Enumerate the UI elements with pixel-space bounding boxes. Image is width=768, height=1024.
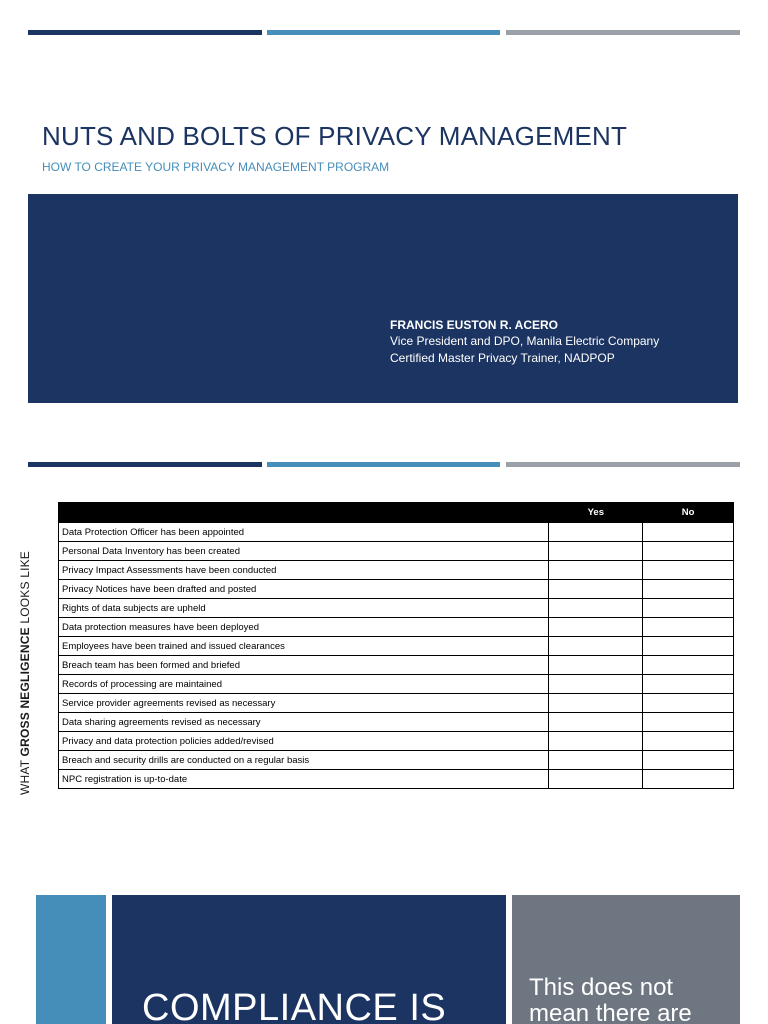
table-row	[59, 694, 734, 713]
no-cell	[643, 618, 734, 637]
header-yes: Yes	[549, 503, 643, 523]
no-cell	[643, 561, 734, 580]
side-label-prefix: WHAT	[18, 756, 32, 795]
accent-bar-blue	[267, 30, 500, 35]
slide3-main-panel	[112, 895, 506, 1024]
slide-title: NUTS AND BOLTS OF PRIVACY MANAGEMENT	[42, 121, 628, 151]
slide3-side-panel	[512, 895, 740, 1024]
author-position: Vice President and DPO, Manila Electric Company	[390, 334, 660, 348]
no-cell	[643, 694, 734, 713]
checklist-item: Records of processing are maintained	[59, 675, 549, 694]
accent-bar-blue-2	[267, 462, 500, 467]
table-row	[59, 580, 734, 599]
yes-cell	[549, 694, 643, 713]
yes-cell	[549, 637, 643, 656]
yes-cell	[549, 561, 643, 580]
accent-bar-gray-2	[506, 462, 740, 467]
slide-subtitle: HOW TO CREATE YOUR PRIVACY MANAGEMENT PROGRAM	[42, 160, 390, 174]
table-row	[59, 732, 734, 751]
yes-cell	[549, 542, 643, 561]
table-row	[59, 542, 734, 561]
no-cell	[643, 637, 734, 656]
slide3-accent-block	[36, 895, 106, 1024]
author-certification: Certified Master Privacy Trainer, NADPOP	[390, 351, 615, 365]
table-row	[59, 637, 734, 656]
table-row	[59, 675, 734, 694]
yes-cell	[549, 580, 643, 599]
no-cell	[643, 732, 734, 751]
vertical-section-label	[18, 551, 32, 795]
author-name: FRANCIS EUSTON R. ACERO	[390, 318, 559, 332]
yes-cell	[549, 618, 643, 637]
yes-cell	[549, 523, 643, 542]
accent-bar-navy-2	[28, 462, 262, 467]
table-row	[59, 599, 734, 618]
checklist-item: Personal Data Inventory has been created	[59, 542, 549, 561]
side-label-emphasis: GROSS NEGLIGENCE	[18, 627, 32, 757]
table-row	[59, 523, 734, 542]
checklist-item: Data sharing agreements revised as necessary	[59, 713, 549, 732]
checklist-item: Breach and security drills are conducted on a regular basis	[59, 751, 549, 770]
checklist-item: Rights of data subjects are upheld	[59, 599, 549, 618]
compliance-heading: COMPLIANCE IS	[142, 987, 447, 1024]
yes-cell	[549, 751, 643, 770]
accent-bar-navy	[28, 30, 262, 35]
table-row	[59, 656, 734, 675]
compliance-checklist-table	[58, 502, 734, 789]
yes-cell	[549, 656, 643, 675]
table-row	[59, 618, 734, 637]
yes-cell	[549, 675, 643, 694]
accent-bar-gray	[506, 30, 740, 35]
checklist-item: Data protection measures have been deployed	[59, 618, 549, 637]
yes-cell	[549, 713, 643, 732]
checklist-item: NPC registration is up-to-date	[59, 770, 549, 789]
no-cell	[643, 675, 734, 694]
checklist-item: Privacy and data protection policies added/revised	[59, 732, 549, 751]
no-cell	[643, 751, 734, 770]
table-header-row	[59, 503, 734, 523]
header-item	[59, 503, 549, 523]
table-row	[59, 713, 734, 732]
side-label-suffix: LOOKS LIKE	[18, 550, 32, 628]
checklist-item: Employees have been trained and issued clearances	[59, 637, 549, 656]
no-cell	[643, 580, 734, 599]
table-row	[59, 770, 734, 789]
checklist-item: Privacy Notices have been drafted and posted	[59, 580, 549, 599]
no-cell	[643, 770, 734, 789]
checklist-item: Service provider agreements revised as necessary	[59, 694, 549, 713]
no-cell	[643, 542, 734, 561]
no-cell	[643, 599, 734, 618]
author-panel	[28, 194, 738, 403]
table-row	[59, 751, 734, 770]
checklist-item: Breach team has been formed and briefed	[59, 656, 549, 675]
yes-cell	[549, 770, 643, 789]
yes-cell	[549, 599, 643, 618]
no-cell	[643, 713, 734, 732]
checklist-item: Data Protection Officer has been appointed	[59, 523, 549, 542]
slide3-side-text: This does not mean there are	[529, 974, 692, 1024]
yes-cell	[549, 732, 643, 751]
no-cell	[643, 656, 734, 675]
header-no: No	[643, 503, 734, 523]
checklist-item: Privacy Impact Assessments have been conducted	[59, 561, 549, 580]
no-cell	[643, 523, 734, 542]
table-row	[59, 561, 734, 580]
